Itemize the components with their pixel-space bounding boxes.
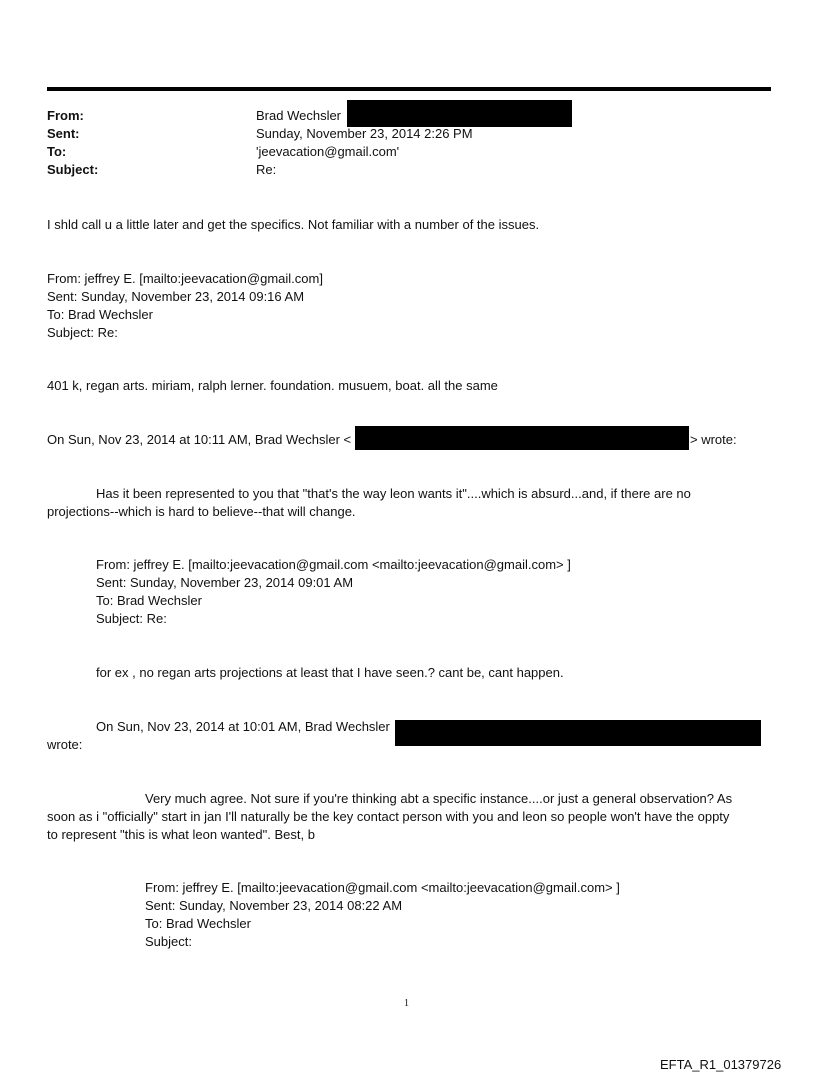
sent-value: Sunday, November 23, 2014 2:26 PM xyxy=(256,126,473,141)
message-line: Has it been represented to you that "that's the way leon wants it"....which is absurd...and, if there are no xyxy=(96,486,691,501)
quote-to: To: Brad Wechsler xyxy=(96,593,202,608)
attribution-suffix: > wrote: xyxy=(690,432,737,447)
from-value: Brad Wechsler xyxy=(256,108,342,123)
quote-from: From: jeffrey E. [mailto:jeevacation@gmail.com <mailto:jeevacation@gmail.com> ] xyxy=(145,880,620,895)
subject-label: Subject: xyxy=(47,162,99,177)
from-label: From: xyxy=(47,108,84,123)
document-id: EFTA_R1_01379726 xyxy=(660,1057,782,1072)
page-number: 1 xyxy=(404,998,409,1009)
quote-sent: Sent: Sunday, November 23, 2014 09:01 AM xyxy=(96,575,354,590)
quote-subject: Subject: Re: xyxy=(96,611,167,626)
attribution-prefix: On Sun, Nov 23, 2014 at 10:11 AM, Brad Wechsler < xyxy=(47,432,352,447)
message-line: soon as i "officially" start in jan I'll naturally be the key contact person with you and leon so people won't have the oppty xyxy=(47,809,730,824)
redaction-email-2 xyxy=(395,720,761,746)
subject-value: Re: xyxy=(256,162,277,177)
quote-subject: Subject: Re: xyxy=(47,325,118,340)
quote-sent: Sent: Sunday, November 23, 2014 09:16 AM xyxy=(47,289,305,304)
redaction-from-email xyxy=(347,100,572,127)
quote-body: 401 k, regan arts. miriam, ralph lerner. foundation. musuem, boat. all the same xyxy=(47,378,498,393)
message-line: Very much agree. Not sure if you're thinking abt a specific instance....or just a general observation? As xyxy=(145,791,733,806)
message-line: to represent "this is what leon wanted". Best, b xyxy=(47,827,315,842)
sent-label: Sent: xyxy=(47,126,80,141)
to-value: 'jeevacation@gmail.com' xyxy=(256,144,400,159)
quote-to: To: Brad Wechsler xyxy=(47,307,153,322)
quote-sent: Sent: Sunday, November 23, 2014 08:22 AM xyxy=(145,898,403,913)
quote-to: To: Brad Wechsler xyxy=(145,916,251,931)
quote-from: From: jeffrey E. [mailto:jeevacation@gmail.com <mailto:jeevacation@gmail.com> ] xyxy=(96,557,571,572)
attribution-prefix: On Sun, Nov 23, 2014 at 10:01 AM, Brad Wechsler xyxy=(96,719,390,734)
header-divider xyxy=(47,87,771,91)
message-line: projections--which is hard to believe--that will change. xyxy=(47,504,356,519)
message-body: I shld call u a little later and get the specifics. Not familiar with a number of the issues. xyxy=(47,217,540,232)
redaction-email-1 xyxy=(355,426,689,450)
attribution-wrote: wrote: xyxy=(47,737,83,752)
quote-from: From: jeffrey E. [mailto:jeevacation@gmail.com] xyxy=(47,271,323,286)
quote-body: for ex , no regan arts projections at least that I have seen.? cant be, cant happen. xyxy=(96,665,564,680)
quote-subject: Subject: xyxy=(145,934,192,949)
to-label: To: xyxy=(47,144,67,159)
